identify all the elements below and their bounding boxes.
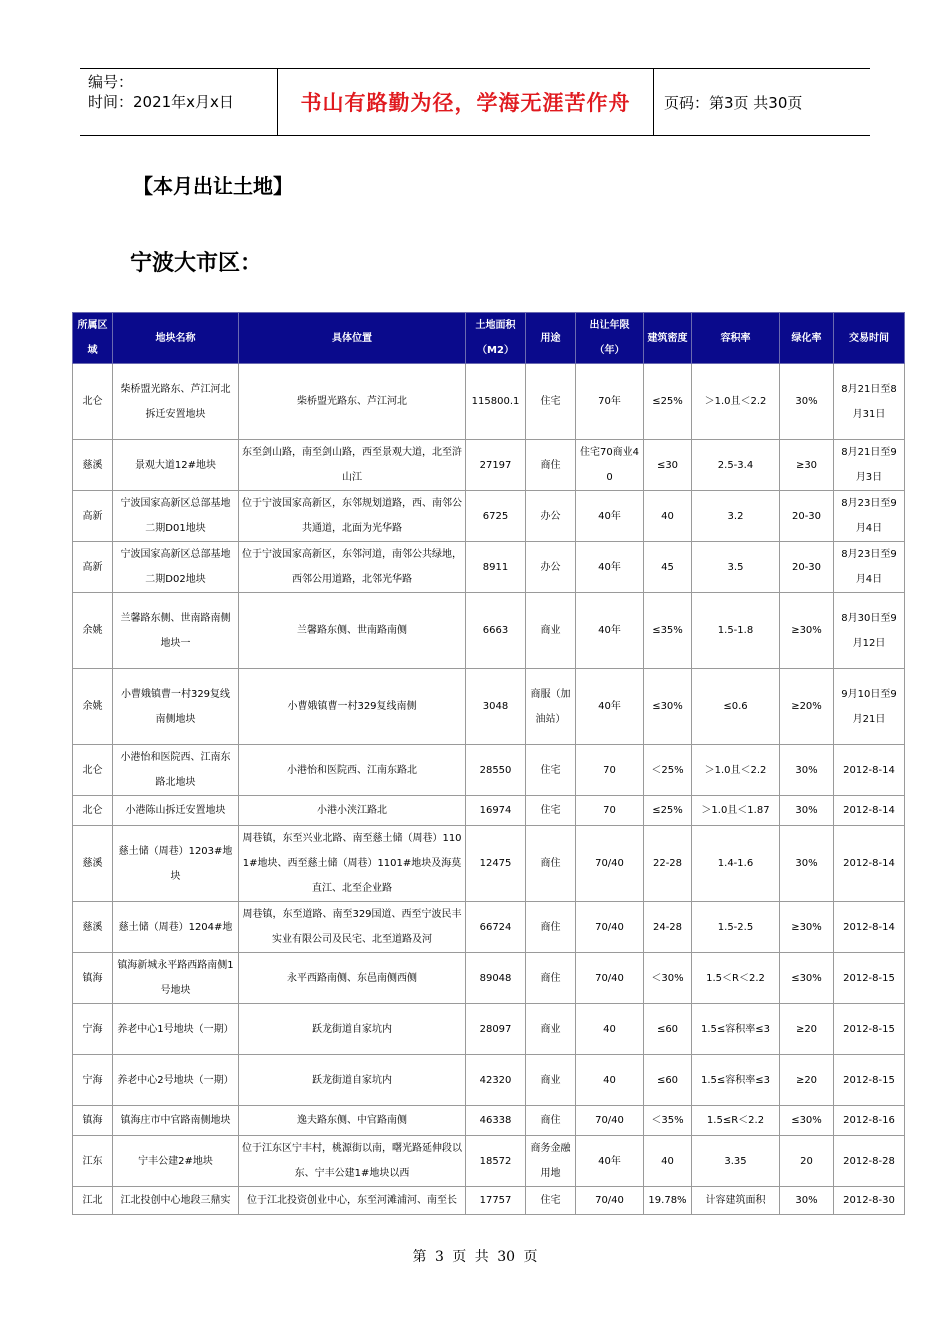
- cell-use: 商住: [526, 1106, 576, 1136]
- cell-region: 北仑: [73, 796, 113, 826]
- cell-date: 8月21日至9月3日: [834, 440, 905, 491]
- cell-area: 27197: [466, 440, 526, 491]
- cell-density: ≤30: [644, 440, 692, 491]
- cell-use: 商服（加油站）: [526, 669, 576, 745]
- cell-location: 小曹娥镇曹一村329复线南侧: [239, 669, 466, 745]
- table-row: [73, 902, 905, 953]
- table-row: [73, 1136, 905, 1187]
- cell-far: 1.5-1.8: [692, 593, 780, 669]
- cell-area: 89048: [466, 953, 526, 1004]
- cell-density: 40: [644, 1136, 692, 1187]
- cell-date: 2012-8-15: [834, 1055, 905, 1106]
- cell-use: 商业: [526, 1004, 576, 1055]
- cell-far: 2.5-3.4: [692, 440, 780, 491]
- cell-region: 北仑: [73, 364, 113, 440]
- cell-term: 70/40: [576, 953, 644, 1004]
- cell-parcel-name: 镇海新城永平路西路南侧1号地块: [113, 953, 239, 1004]
- header-code: 编号：: [88, 73, 134, 91]
- cell-area: 28097: [466, 1004, 526, 1055]
- cell-use: 办公: [526, 542, 576, 593]
- cell-density: ≤60: [644, 1055, 692, 1106]
- cell-density: ≤25%: [644, 796, 692, 826]
- cell-density: 24-28: [644, 902, 692, 953]
- cell-region: 慈溪: [73, 902, 113, 953]
- cell-green: 30%: [780, 826, 834, 902]
- cell-term: 40年: [576, 669, 644, 745]
- cell-location: 兰馨路东侧、世南路南侧: [239, 593, 466, 669]
- cell-area: 8911: [466, 542, 526, 593]
- cell-region: 江东: [73, 1136, 113, 1187]
- cell-density: 22-28: [644, 826, 692, 902]
- cell-location: 小港小浃江路北: [239, 796, 466, 826]
- col-header-parcel-name: 地块名称: [113, 313, 239, 364]
- cell-far: 计容建筑面积: [692, 1187, 780, 1215]
- cell-location: 位于江北投资创业中心，东至河滩浦河、南至长: [239, 1187, 466, 1215]
- cell-region: 宁海: [73, 1055, 113, 1106]
- col-header-green: 绿化率: [780, 313, 834, 364]
- cell-green: ≥30%: [780, 902, 834, 953]
- cell-term: 70/40: [576, 1187, 644, 1215]
- table-row: [73, 669, 905, 745]
- table-row: [73, 542, 905, 593]
- cell-green: ≥30: [780, 440, 834, 491]
- header-page-number: 页码：第3页 共30页: [664, 93, 803, 112]
- cell-use: 商住: [526, 826, 576, 902]
- cell-use: 住宅: [526, 364, 576, 440]
- cell-date: 8月23日至9月4日: [834, 491, 905, 542]
- cell-green: ≥20: [780, 1004, 834, 1055]
- cell-term: 70年: [576, 364, 644, 440]
- table-header-row: [73, 313, 905, 364]
- cell-density: 40: [644, 491, 692, 542]
- cell-location: 跃龙街道自家坑内: [239, 1055, 466, 1106]
- col-header-date: 交易时间: [834, 313, 905, 364]
- table-row: [73, 1055, 905, 1106]
- cell-date: 2012-8-15: [834, 953, 905, 1004]
- cell-far: 1.5≤容积率≤3: [692, 1004, 780, 1055]
- cell-green: 20: [780, 1136, 834, 1187]
- cell-term: 70: [576, 796, 644, 826]
- cell-region: 余姚: [73, 669, 113, 745]
- cell-use: 住宅: [526, 745, 576, 796]
- table-row: [73, 953, 905, 1004]
- col-header-use: 用途: [526, 313, 576, 364]
- cell-term: 住宅70商业40: [576, 440, 644, 491]
- cell-location: 永平西路南侧、东邑南侧西侧: [239, 953, 466, 1004]
- cell-date: 2012-8-15: [834, 1004, 905, 1055]
- cell-date: 2012-8-28: [834, 1136, 905, 1187]
- table-row: [73, 796, 905, 826]
- cell-region: 高新: [73, 491, 113, 542]
- cell-parcel-name: 镇海庄市中官路南侧地块: [113, 1106, 239, 1136]
- table-row: [73, 491, 905, 542]
- cell-parcel-name: 宁波国家高新区总部基地二期D02地块: [113, 542, 239, 593]
- page-header: [80, 68, 870, 136]
- table-row: [73, 440, 905, 491]
- cell-region: 高新: [73, 542, 113, 593]
- cell-term: 70: [576, 745, 644, 796]
- cell-green: 30%: [780, 1187, 834, 1215]
- cell-parcel-name: 小港怡和医院西、江南东路北地块: [113, 745, 239, 796]
- col-header-area: 土地面积（M2）: [466, 313, 526, 364]
- cell-date: 2012-8-30: [834, 1187, 905, 1215]
- cell-term: 40年: [576, 542, 644, 593]
- section-title: 【本月出让土地】: [133, 174, 293, 198]
- cell-date: 2012-8-14: [834, 796, 905, 826]
- cell-green: ≥30%: [780, 593, 834, 669]
- table-row: [73, 1004, 905, 1055]
- cell-use: 商业: [526, 593, 576, 669]
- cell-term: 70/40: [576, 826, 644, 902]
- cell-location: 柴桥盟光路东、芦江河北: [239, 364, 466, 440]
- cell-location: 小港怡和医院西、江南东路北: [239, 745, 466, 796]
- cell-date: 8月23日至9月4日: [834, 542, 905, 593]
- table-row: [73, 1106, 905, 1136]
- cell-region: 慈溪: [73, 440, 113, 491]
- cell-parcel-name: 养老中心2号地块（一期）: [113, 1055, 239, 1106]
- cell-term: 40年: [576, 1136, 644, 1187]
- cell-area: 6663: [466, 593, 526, 669]
- cell-far: ＞1.0且＜2.2: [692, 364, 780, 440]
- cell-density: ≤25%: [644, 364, 692, 440]
- cell-area: 12475: [466, 826, 526, 902]
- cell-green: ≤30%: [780, 1106, 834, 1136]
- cell-parcel-name: 柴桥盟光路东、芦江河北拆迁安置地块: [113, 364, 239, 440]
- cell-far: ≤0.6: [692, 669, 780, 745]
- cell-area: 17757: [466, 1187, 526, 1215]
- cell-far: ＞1.0且＜2.2: [692, 745, 780, 796]
- cell-green: ≥20%: [780, 669, 834, 745]
- cell-green: 30%: [780, 364, 834, 440]
- cell-term: 70/40: [576, 1106, 644, 1136]
- table-row: [73, 1187, 905, 1215]
- cell-density: 45: [644, 542, 692, 593]
- table-body: [73, 364, 905, 1215]
- header-time: 时间：2021年x月x日: [88, 93, 234, 111]
- cell-area: 28550: [466, 745, 526, 796]
- cell-location: 周巷镇，东至兴业北路、南至慈土储（周巷）1101#地块、西至慈土储（周巷）1101#地块及海莫直江、北至企业路: [239, 826, 466, 902]
- cell-location: 位于江东区宁丰村，桃源街以南，曙光路延伸段以东、宁丰公建1#地块以西: [239, 1136, 466, 1187]
- land-transfer-table: [72, 312, 905, 1215]
- cell-green: 20-30: [780, 491, 834, 542]
- cell-use: 商住: [526, 440, 576, 491]
- cell-parcel-name: 慈土储（周巷）1203#地块: [113, 826, 239, 902]
- cell-green: 30%: [780, 796, 834, 826]
- cell-date: 8月30日至9月12日: [834, 593, 905, 669]
- cell-region: 慈溪: [73, 826, 113, 902]
- table-row: [73, 364, 905, 440]
- cell-region: 宁海: [73, 1004, 113, 1055]
- cell-density: ≤35%: [644, 593, 692, 669]
- cell-far: 1.4-1.6: [692, 826, 780, 902]
- cell-date: 2012-8-14: [834, 902, 905, 953]
- cell-date: 2012-8-14: [834, 826, 905, 902]
- cell-area: 18572: [466, 1136, 526, 1187]
- cell-far: 3.35: [692, 1136, 780, 1187]
- cell-area: 46338: [466, 1106, 526, 1136]
- cell-green: ≤30%: [780, 953, 834, 1004]
- col-header-far: 容积率: [692, 313, 780, 364]
- cell-area: 42320: [466, 1055, 526, 1106]
- cell-far: 1.5≤容积率≤3: [692, 1055, 780, 1106]
- cell-far: ＞1.0且＜1.87: [692, 796, 780, 826]
- cell-region: 镇海: [73, 953, 113, 1004]
- cell-location: 周巷镇，东至道路、南至329国道、西至宁波民丰实业有限公司及民宅、北至道路及河: [239, 902, 466, 953]
- cell-use: 商业: [526, 1055, 576, 1106]
- cell-use: 商务金融用地: [526, 1136, 576, 1187]
- cell-area: 6725: [466, 491, 526, 542]
- cell-region: 镇海: [73, 1106, 113, 1136]
- cell-location: 位于宁波国家高新区，东邻河道，南邻公共绿地，西邻公用道路，北邻光华路: [239, 542, 466, 593]
- cell-use: 商住: [526, 953, 576, 1004]
- cell-parcel-name: 景观大道12#地块: [113, 440, 239, 491]
- cell-use: 办公: [526, 491, 576, 542]
- cell-use: 住宅: [526, 1187, 576, 1215]
- cell-density: ＜30%: [644, 953, 692, 1004]
- table-row: [73, 826, 905, 902]
- cell-density: ＜35%: [644, 1106, 692, 1136]
- region-title: 宁波大市区：: [130, 251, 263, 276]
- cell-use: 住宅: [526, 796, 576, 826]
- table-row: [73, 593, 905, 669]
- cell-area: 16974: [466, 796, 526, 826]
- cell-far: 1.5≤R＜2.2: [692, 1106, 780, 1136]
- cell-density: ≤30%: [644, 669, 692, 745]
- cell-region: 江北: [73, 1187, 113, 1215]
- cell-far: 1.5＜R＜2.2: [692, 953, 780, 1004]
- cell-parcel-name: 小港陈山拆迁安置地块: [113, 796, 239, 826]
- cell-date: 2012-8-16: [834, 1106, 905, 1136]
- cell-parcel-name: 宁丰公建2#地块: [113, 1136, 239, 1187]
- cell-far: 1.5-2.5: [692, 902, 780, 953]
- cell-parcel-name: 养老中心1号地块（一期）: [113, 1004, 239, 1055]
- cell-area: 3048: [466, 669, 526, 745]
- cell-parcel-name: 宁波国家高新区总部基地二期D01地块: [113, 491, 239, 542]
- cell-green: ≥20: [780, 1055, 834, 1106]
- cell-parcel-name: 兰馨路东侧、世南路南侧地块一: [113, 593, 239, 669]
- cell-parcel-name: 江北投创中心地段三鼎实: [113, 1187, 239, 1215]
- cell-region: 余姚: [73, 593, 113, 669]
- cell-density: ＜25%: [644, 745, 692, 796]
- cell-green: 20-30: [780, 542, 834, 593]
- cell-location: 东至剑山路，南至剑山路，西至景观大道，北至浒山江: [239, 440, 466, 491]
- cell-density: ≤60: [644, 1004, 692, 1055]
- page-footer: 第 3 页 共 30 页: [412, 1249, 538, 1265]
- cell-density: 19.78%: [644, 1187, 692, 1215]
- cell-term: 40年: [576, 593, 644, 669]
- cell-green: 30%: [780, 745, 834, 796]
- col-header-term: 出让年限（年）: [576, 313, 644, 364]
- col-header-region: 所属区域: [73, 313, 113, 364]
- col-header-location: 具体位置: [239, 313, 466, 364]
- cell-use: 商住: [526, 902, 576, 953]
- cell-date: 2012-8-14: [834, 745, 905, 796]
- cell-date: 9月10日至9月21日: [834, 669, 905, 745]
- header-meta: [80, 69, 278, 135]
- cell-location: 位于宁波国家高新区，东邻规划道路，西、南邻公共通道，北面为光华路: [239, 491, 466, 542]
- cell-area: 115800.1: [466, 364, 526, 440]
- cell-term: 70/40: [576, 902, 644, 953]
- header-motto: 书山有路勤为径，学海无涯苦作舟: [278, 69, 654, 135]
- cell-far: 3.2: [692, 491, 780, 542]
- cell-area: 66724: [466, 902, 526, 953]
- cell-far: 3.5: [692, 542, 780, 593]
- cell-date: 8月21日至8月31日: [834, 364, 905, 440]
- table-row: [73, 745, 905, 796]
- cell-term: 40: [576, 1055, 644, 1106]
- cell-location: 逸夫路东侧、中官路南侧: [239, 1106, 466, 1136]
- cell-term: 40年: [576, 491, 644, 542]
- cell-parcel-name: 小曹娥镇曹一村329复线南侧地块: [113, 669, 239, 745]
- cell-term: 40: [576, 1004, 644, 1055]
- col-header-density: 建筑密度: [644, 313, 692, 364]
- cell-parcel-name: 慈土储（周巷）1204#地: [113, 902, 239, 953]
- cell-region: 北仑: [73, 745, 113, 796]
- cell-location: 跃龙街道自家坑内: [239, 1004, 466, 1055]
